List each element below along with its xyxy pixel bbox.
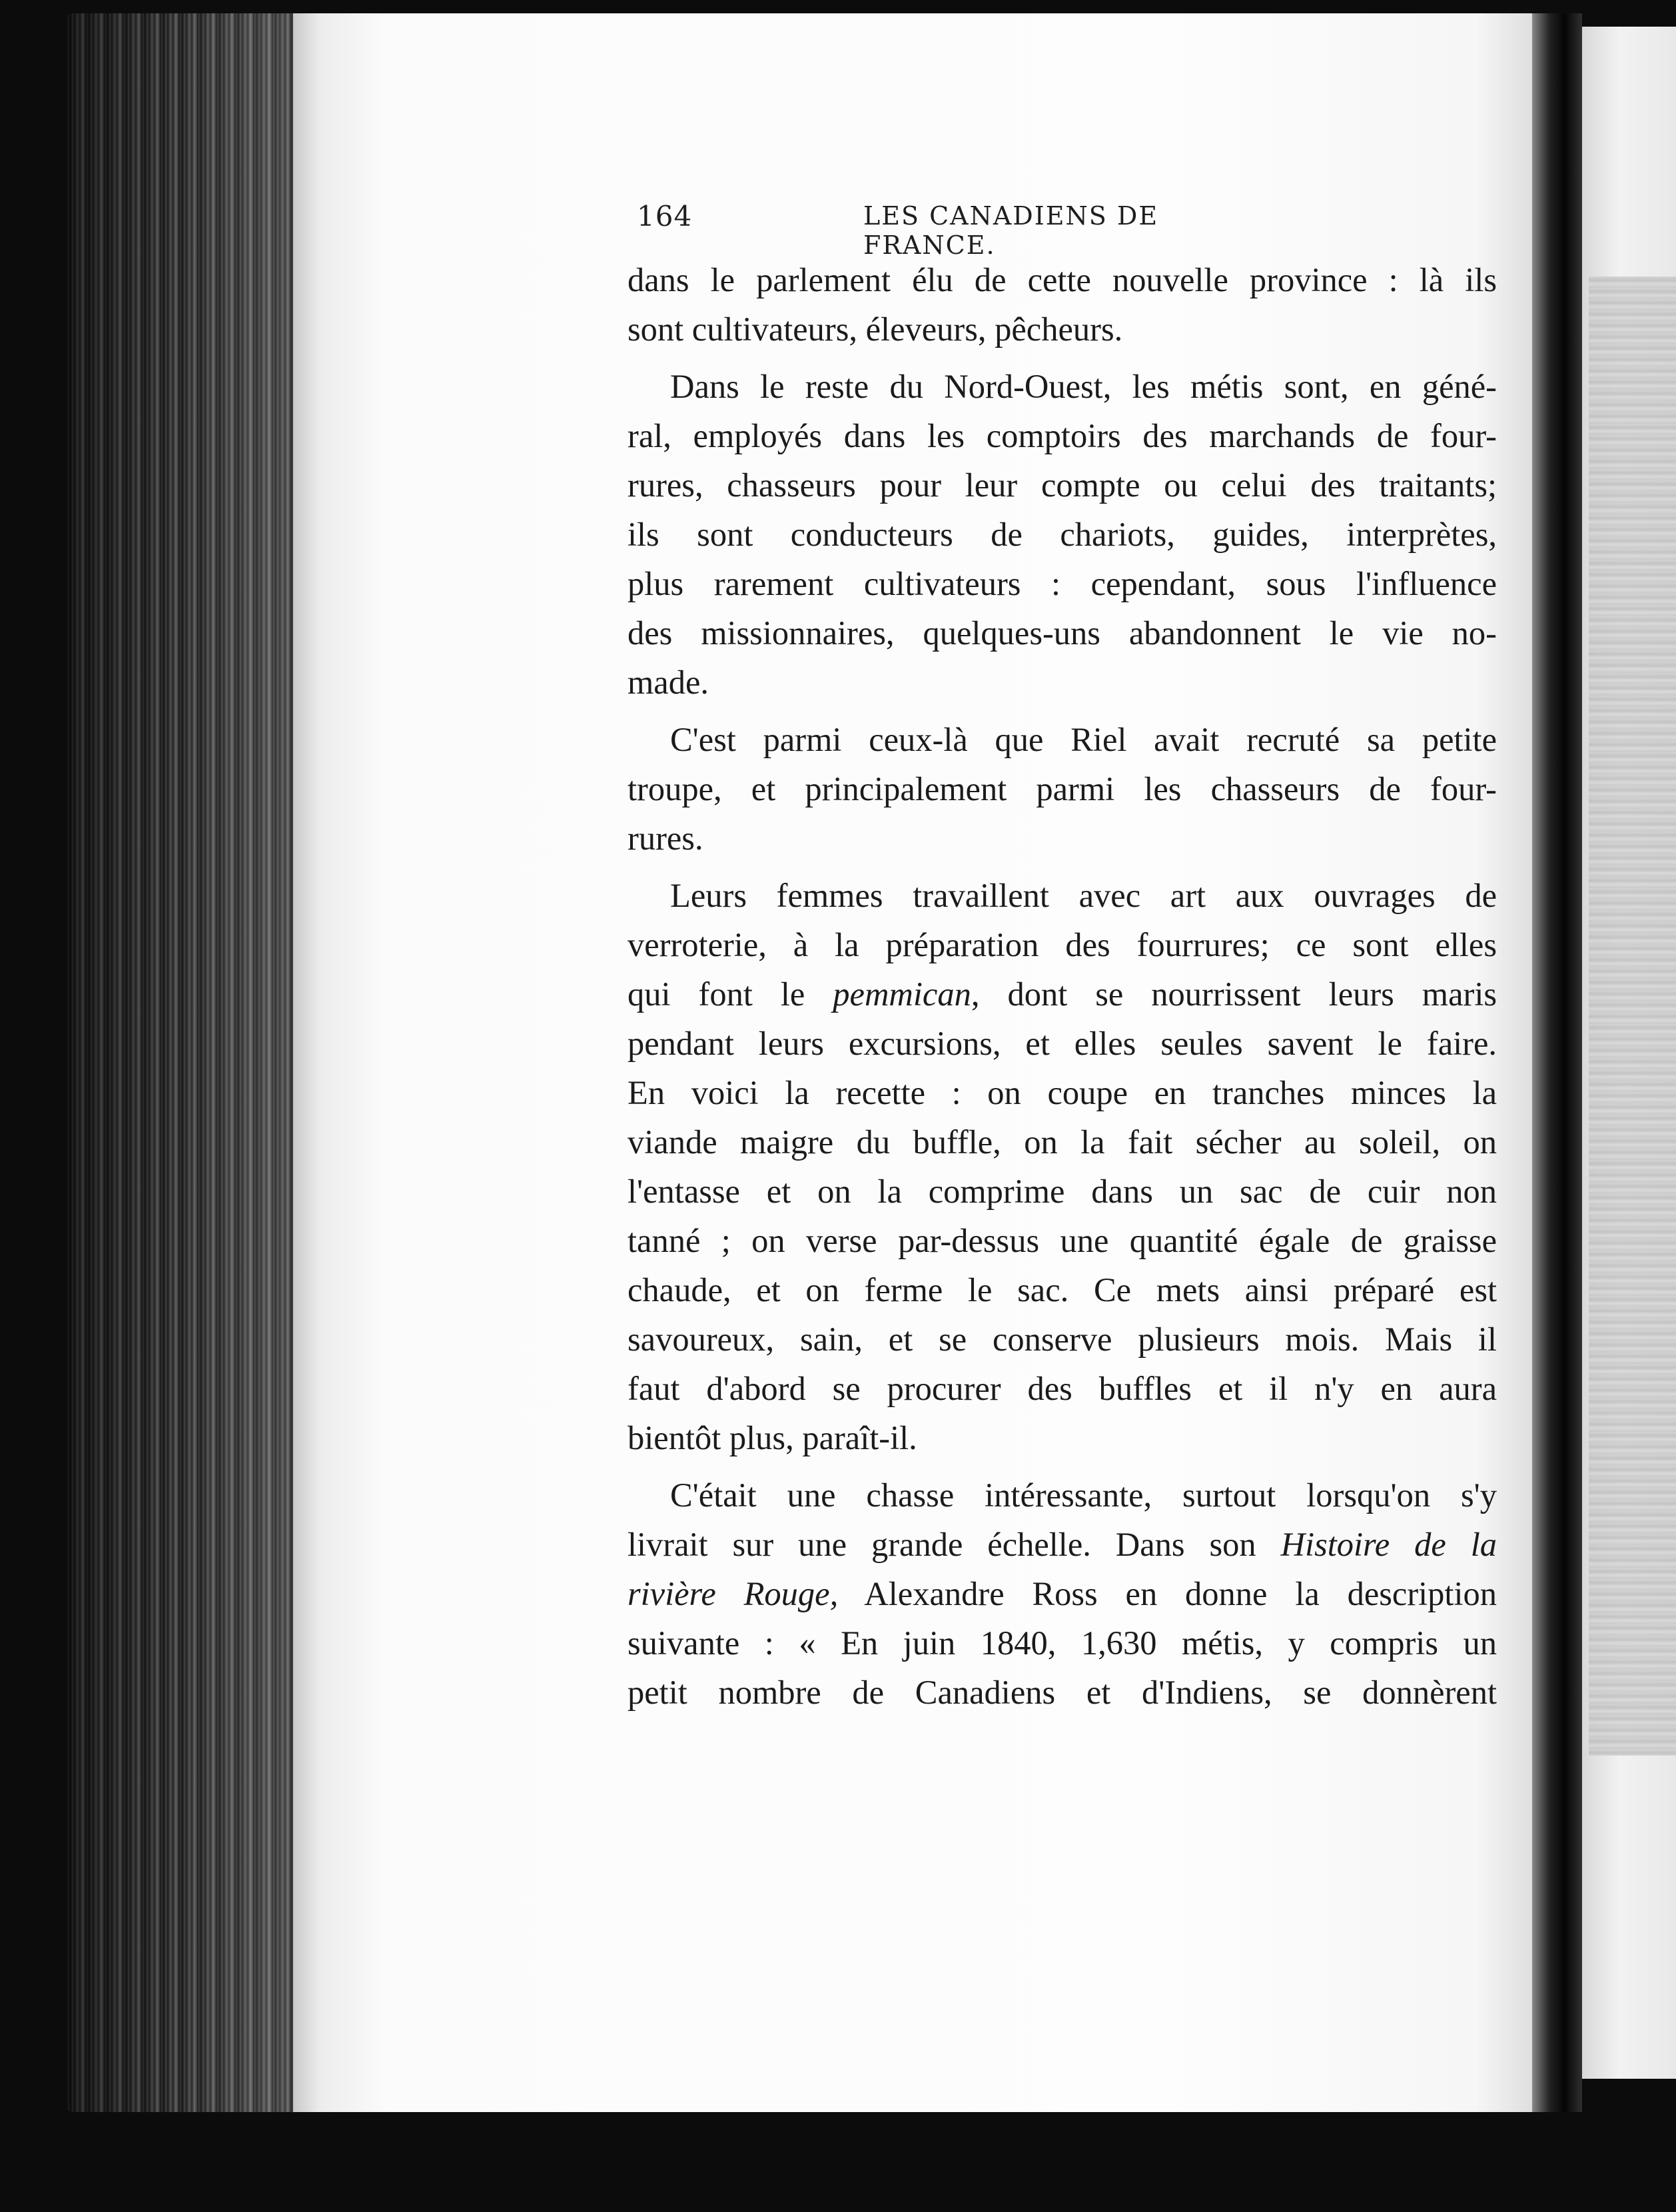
text-line: suivante : « En juin 1840, 1,630 métis, y compris un xyxy=(628,1624,1497,1662)
text-line: verroterie, à la préparation des fourrures; ce sont elles xyxy=(628,926,1497,963)
text-line: C'est parmi ceux-là que Riel avait recruté sa petite xyxy=(670,721,1497,758)
paragraph-3 xyxy=(628,715,1497,863)
text-line: bientôt plus, paraît-il. xyxy=(628,1419,917,1456)
text-line: troupe, et principalement parmi les chasseurs de four- xyxy=(628,770,1497,808)
text-line: made. xyxy=(628,664,709,701)
text-line: rures. xyxy=(628,820,703,857)
text-line: des missionnaires, quelques-uns abandonnent le vie no- xyxy=(628,614,1497,652)
text-run: qui font le xyxy=(628,975,833,1013)
paragraph-1 xyxy=(628,255,1497,354)
text-line: savoureux, sain, et se conserve plusieurs mois. Mais il xyxy=(628,1321,1497,1358)
text-run: , dont se nourrissent leurs maris xyxy=(971,975,1497,1013)
italic-book-title: Histoire de la xyxy=(1280,1526,1497,1563)
text-line: C'était une chasse intéressante, surtout lorsqu'on s'y xyxy=(670,1476,1497,1514)
running-header xyxy=(637,200,1276,260)
text-line: ils sont conducteurs de chariots, guides, interprètes, xyxy=(628,516,1497,553)
text-line: ral, employés dans les comptoirs des marchands de four- xyxy=(628,417,1497,454)
text-line: viande maigre du buffle, on la fait sécher au soleil, on xyxy=(628,1123,1497,1161)
text-run: Alexandre Ross en donne la description xyxy=(838,1575,1497,1612)
book-gutter xyxy=(1532,13,1582,2112)
text-run: livrait sur une grande échelle. Dans son xyxy=(628,1526,1281,1563)
text-line: rures, chasseurs pour leur compte ou celui des traitants; xyxy=(628,466,1497,504)
page-number: 164 xyxy=(637,200,693,233)
text-line: l'entasse et on la comprime dans un sac de cuir non xyxy=(628,1173,1497,1210)
text-line: sont cultivateurs, éleveurs, pêcheurs. xyxy=(628,310,1123,348)
paragraph-4 xyxy=(628,871,1497,1462)
text-line: Leurs femmes travaillent avec art aux ouvrages de xyxy=(670,877,1497,914)
text-line: plus rarement cultivateurs : cependant, sous l'influence xyxy=(628,565,1497,602)
italic-book-title: rivière Rouge, xyxy=(628,1575,839,1612)
paragraph-2 xyxy=(628,362,1497,707)
italic-term-pemmican: pemmican xyxy=(833,975,971,1013)
text-line: tanné ; on verse par-dessus une quantité égale de graisse xyxy=(628,1222,1497,1259)
text-line: chaude, et on ferme le sac. Ce mets ainsi préparé est xyxy=(628,1271,1497,1309)
facing-page-bleed xyxy=(1589,276,1676,1756)
text-line: petit nombre de Canadiens et d'Indiens, se donnèrent xyxy=(628,1674,1497,1711)
text-line: Dans le reste du Nord-Ouest, les métis sont, en géné- xyxy=(670,368,1497,405)
text-line: pendant leurs excursions, et elles seules savent le faire. xyxy=(628,1025,1497,1062)
text-line: En voici la recette : on coupe en tranches minces la xyxy=(628,1074,1497,1111)
text-line xyxy=(628,1520,1497,1569)
paragraph-5 xyxy=(628,1470,1497,1717)
body-text xyxy=(628,255,1497,1717)
facing-page-sliver xyxy=(1582,27,1676,2079)
text-line: faut d'abord se procurer des buffles et il n'y en aura xyxy=(628,1370,1497,1407)
book-page-edges xyxy=(67,13,313,2112)
text-line: dans le parlement élu de cette nouvelle province : là ils xyxy=(628,261,1497,298)
text-line xyxy=(628,969,1497,1019)
running-title: LES CANADIENS DE FRANCE. xyxy=(863,201,1159,260)
text-line xyxy=(628,1569,1497,1618)
